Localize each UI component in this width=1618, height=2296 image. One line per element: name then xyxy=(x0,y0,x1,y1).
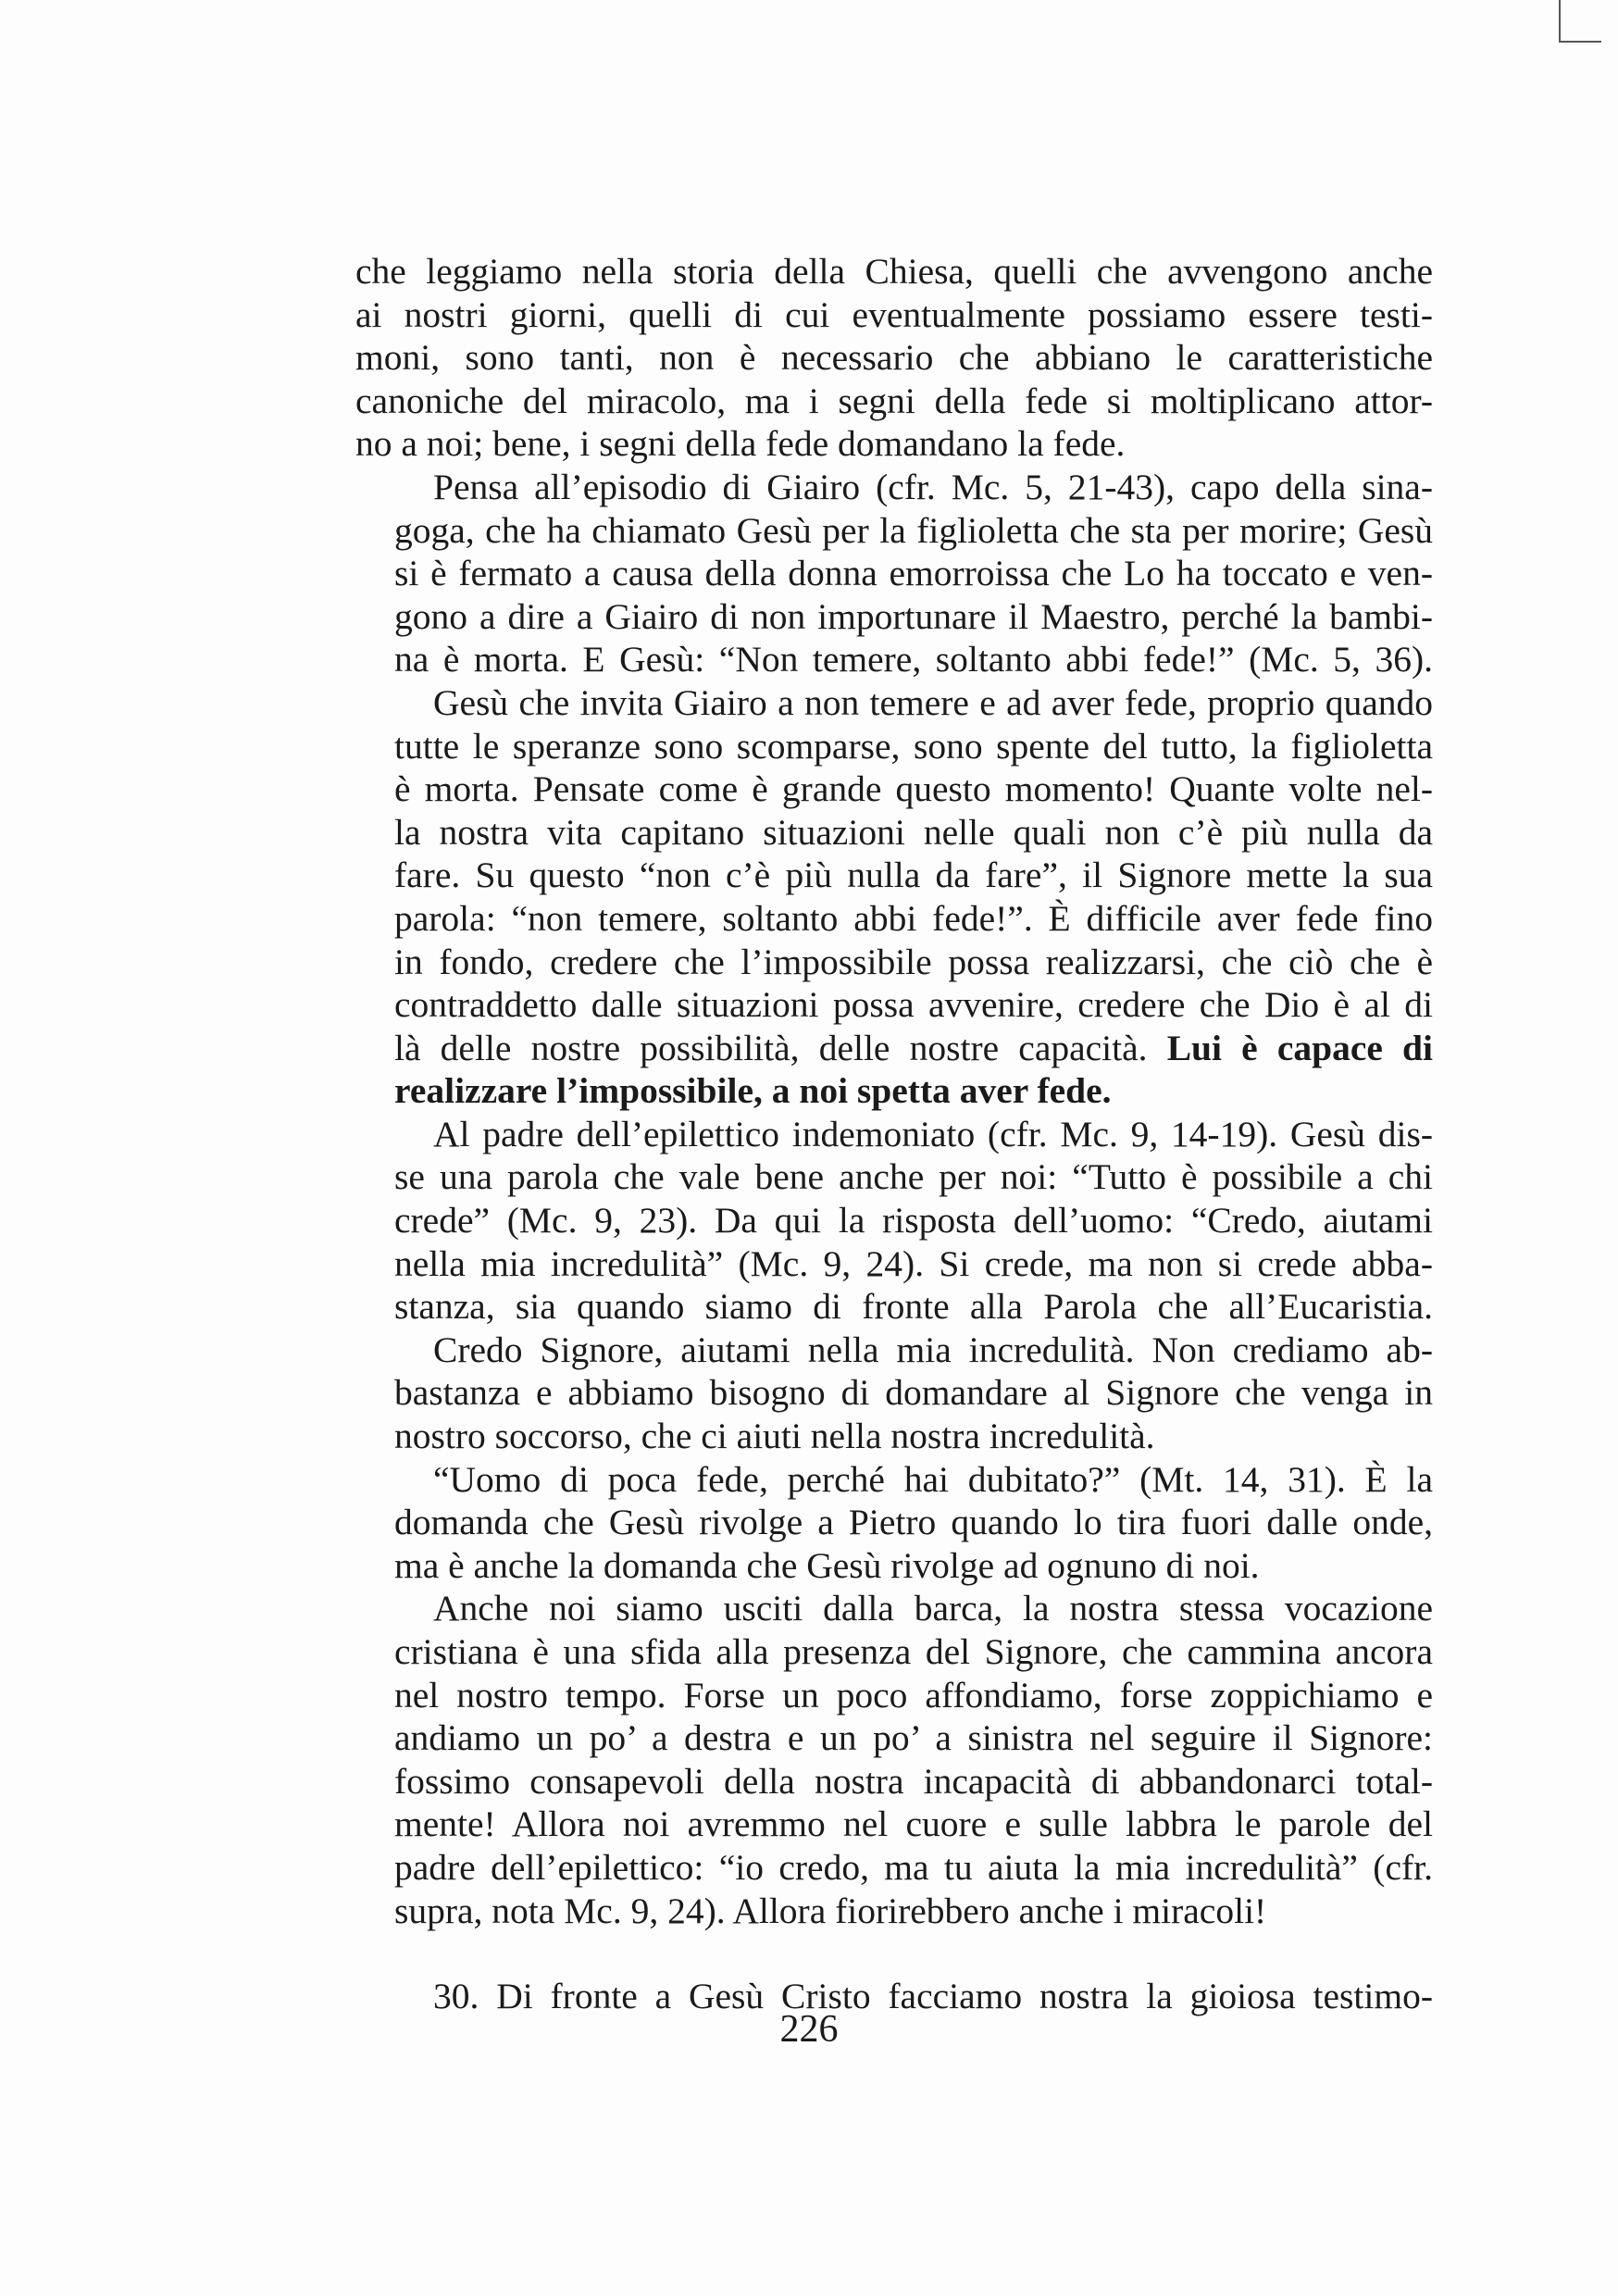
text-line: è morta. Pensate come è grande questo momento! Quante volte nel- xyxy=(394,768,1433,810)
paragraph-6 xyxy=(355,1458,1433,1588)
page-number: 226 xyxy=(779,2008,839,2051)
text-line: goga, che ha chiamato Gesù per la figlioletta che sta per morire; Gesù xyxy=(394,509,1433,551)
text-line: Gesù che invita Giairo a non temere e ad aver fede, proprio quando xyxy=(433,681,1433,723)
text-line: andiamo un po’ a destra e un po’ a sinistra nel seguire il Signore: xyxy=(394,1717,1433,1759)
text-line: cristiana è una sfida alla presenza del Signore, che cammina ancora xyxy=(394,1631,1433,1672)
text-line: contraddetto dalle situazioni possa avvenire, credere che Dio è al di xyxy=(394,984,1433,1026)
text-line: in fondo, credere che l’impossibile possa realizzarsi, che ciò che è xyxy=(394,941,1433,982)
text-line: bastanza e abbiamo bisogno di domandare al Signore che venga in xyxy=(394,1372,1433,1414)
text-line: Al padre dell’epilettico indemoniato (cfr. Mc. 9, 14-19). Gesù dis- xyxy=(433,1113,1433,1154)
scan-corner-mark xyxy=(1559,0,1601,43)
paragraph-5 xyxy=(355,1329,1433,1458)
text-line: canoniche del miracolo, ma i segni della fede si moltiplicano attor- xyxy=(355,380,1433,421)
text-line: supra, nota Mc. 9, 24). Allora fiorirebbero anche i miracoli! xyxy=(394,1890,1267,1931)
text-line: na è morta. E Gesù: “Non temere, soltanto abbi fede!” (Mc. 5, 36). xyxy=(394,639,1433,680)
text-line: fossimo consapevoli della nostra incapacità di abbandonarci total- xyxy=(394,1760,1433,1802)
text-line: Credo Signore, aiutami nella mia incredulità. Non crediamo ab- xyxy=(433,1329,1433,1370)
bold-text-segment: Lui è capace di xyxy=(1147,1027,1433,1068)
paragraph-7 xyxy=(355,1587,1433,1932)
text-line: la nostra vita capitano situazioni nelle quali non c’è più nulla da xyxy=(394,811,1433,853)
text-line: gono a dire a Giairo di non importunare il Maestro, perché la bambi- xyxy=(394,595,1433,637)
text-line: ma è anche la domanda che Gesù rivolge ad ognuno di noi. xyxy=(394,1544,1260,1586)
text-line: “Uomo di poca fede, perché hai dubitato?” (Mt. 14, 31). È la xyxy=(433,1458,1433,1500)
text-segment: là delle nostre possibilità, delle nostre capacità. xyxy=(394,1027,1148,1068)
text-line: stanza, sia quando siamo di fronte alla Parola che all’Eucaristia. xyxy=(394,1286,1433,1328)
text-line: padre dell’epilettico: “io credo, ma tu aiuta la mia incredulità” (cfr. xyxy=(394,1846,1433,1888)
text-line-with-bold xyxy=(355,1027,1433,1070)
text-line: se una parola che vale bene anche per noi: “Tutto è possibile a chi xyxy=(394,1156,1433,1198)
text-line: fare. Su questo “non c’è più nulla da fare”, il Signore mette la sua xyxy=(394,855,1433,896)
text-line: 30. Di fronte a Gesù Cristo facciamo nostra la gioiosa testimo- xyxy=(433,1976,1433,2017)
text-line: mente! Allora noi avremmo nel cuore e sulle labbra le parole del xyxy=(394,1803,1433,1845)
text-line: crede” (Mc. 9, 23). Da qui la risposta dell’uomo: “Credo, aiutami xyxy=(394,1200,1433,1242)
text-line: ai nostri giorni, quelli di cui eventualmente possiamo essere testi- xyxy=(355,293,1433,335)
paragraph-3 xyxy=(355,681,1433,1113)
body-text xyxy=(355,250,1433,2018)
text-line: domanda che Gesù rivolge a Pietro quando lo tira fuori dalle onde, xyxy=(394,1502,1433,1543)
paragraph-4 xyxy=(355,1113,1433,1329)
paragraph-2 xyxy=(355,466,1433,681)
text-line: nella mia incredulità” (Mc. 9, 24). Si crede, ma non si crede abba- xyxy=(394,1242,1433,1284)
paragraph-1 xyxy=(355,250,1433,466)
text-line: nel nostro tempo. Forse un poco affondiamo, forse zoppichiamo e xyxy=(394,1674,1433,1716)
text-line: parola: “non temere, soltanto abbi fede!”. È difficile aver fede fino xyxy=(394,897,1433,939)
text-line: si è fermato a causa della donna emorroissa che Lo ha toccato e ven- xyxy=(394,553,1433,594)
text-line: nostro soccorso, che ci aiuti nella nostra incredulità. xyxy=(394,1416,1155,1457)
text-line: che leggiamo nella storia della Chiesa, quelli che avvengono anche xyxy=(355,251,1433,292)
text-line: tutte le speranze sono scomparse, sono spente del tutto, la figlioletta xyxy=(394,725,1433,767)
text-line: Anche noi siamo usciti dalla barca, la nostra stessa vocazione xyxy=(433,1588,1433,1629)
text-line: no a noi; bene, i segni della fede domandano la fede. xyxy=(355,423,1126,465)
text-line: moni, sono tanti, non è necessario che abbiano le caratteristiche xyxy=(355,337,1433,379)
bold-text-line: realizzare l’impossibile, a noi spetta aver fede. xyxy=(394,1070,1112,1112)
text-line: Pensa all’episodio di Giairo (cfr. Mc. 5, 21-43), capo della sina- xyxy=(433,466,1433,507)
